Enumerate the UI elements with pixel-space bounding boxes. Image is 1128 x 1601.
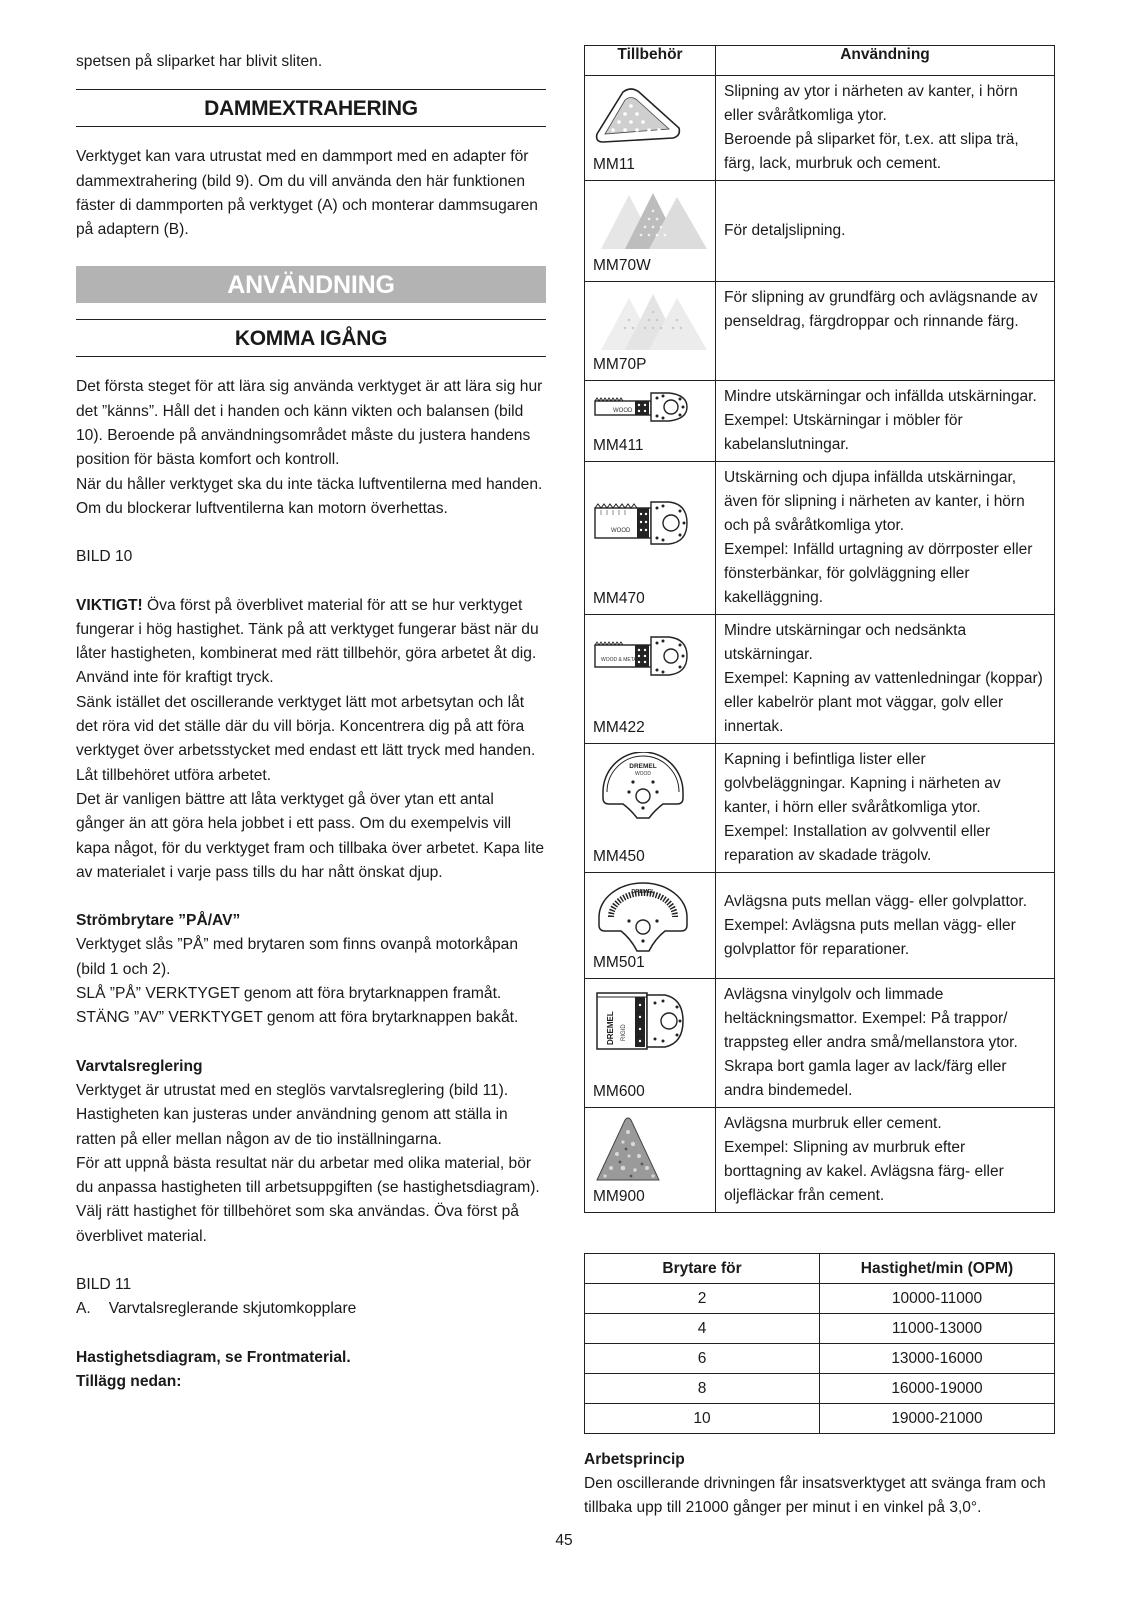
figure-ref-10: BILD 10 [76, 548, 133, 566]
use-line: Mindre utskärningar och nedsänkta utskärningar. [724, 622, 967, 663]
chart-reference: Hastighetsdiagram, se Frontmaterial. [76, 1348, 351, 1366]
important-paragraph [76, 594, 546, 691]
setting-cell: 8 [585, 1374, 820, 1404]
brand-label: DREMEL [606, 1011, 615, 1045]
start-paragraph: Det första steget för att lära sig använda verktyget är att lära sig hur det ”känns”. Håll det i handen och känn vikten och balansen (bild 10). Beroende på användningsområdet måste du justera handens position för bästa komfort och kontroll. [76, 378, 543, 469]
accessory-cell [585, 462, 716, 615]
accessory-cell [585, 76, 716, 181]
switch-paragraph-3: STÄNG ”AV” VERKTYGET genom att föra brytarknappen bakåt. [76, 1009, 519, 1027]
wide-wood-blade-icon [593, 470, 693, 590]
table-row [585, 1314, 1055, 1344]
accessories-table [584, 45, 1055, 1213]
table-row [585, 615, 1055, 744]
use-cell [716, 873, 1055, 979]
carbide-rasp-icon [593, 1116, 663, 1186]
blade-label: WOOD [611, 528, 631, 534]
addition-note: Tillägg nedan: [76, 1372, 182, 1390]
use-cell [716, 76, 1055, 181]
accessory-cell [585, 381, 716, 462]
plunge-wood-blade-icon [593, 389, 693, 425]
table-row [585, 873, 1055, 979]
speed-cell: 10000-11000 [820, 1284, 1055, 1314]
triangle-sanding-pad-icon [593, 84, 683, 146]
use-line: Exempel: Kapning av vattenledningar (koppar) eller kabelrör plant mot väggar, golv eller innertak. [724, 670, 1043, 735]
use-line: Avlägsna vinylgolv och limmade heltäckningsmattor. Exempel: På trappor/ trappsteg eller andra små/mellanstora ytor. Skrapa bort gamla lager av lack/färg eller andra bindemedel. [724, 986, 1018, 1099]
setting-cell: 4 [585, 1314, 820, 1344]
start-heading: KOMMA IGÅNG [234, 327, 388, 351]
use-column-header: Användning [716, 46, 1055, 76]
accessory-cell [585, 873, 716, 979]
switch-paragraph-2: SLÅ ”PÅ” VERKTYGET genom att föra brytarknappen framåt. [76, 985, 502, 1003]
speed-cell: 11000-13000 [820, 1314, 1055, 1344]
accessory-column-header: Tillbehör [585, 46, 716, 76]
divider [76, 319, 546, 320]
table-row [585, 181, 1055, 282]
use-line: Mindre utskärningar och infällda utskärningar. [724, 388, 1037, 405]
speed-table [584, 1253, 1055, 1434]
grout-removal-blade-icon [593, 881, 693, 955]
use-cell [716, 744, 1055, 873]
passes-paragraph: Det är vanligen bättre att låta verktyget gå över ytan ett antal gånger än att göra hela jobbet i ett pass. Om du exempelvis vill kapa något, för du verktyget fram och tillbaka över arbetet. Kapa lite av materialet i varje pass tills du har nått önskat djup. [76, 790, 545, 881]
speed-header-row [585, 1254, 1055, 1284]
legend-letter: A. [76, 1300, 91, 1318]
table-row [585, 979, 1055, 1108]
divider [76, 89, 546, 90]
blade-label: RIGID [621, 1024, 627, 1041]
accessory-cell [585, 1108, 716, 1213]
table-row [585, 381, 1055, 462]
accessory-code: MM600 [593, 1083, 645, 1100]
use-line: Beroende på sliparket för, t.ex. att slipa trä, färg, lack, murbruk och cement. [724, 131, 1019, 172]
setting-cell: 2 [585, 1284, 820, 1314]
use-line: Exempel: Slipning av murbruk efter borttagning av kakel. Avlägsna färg- eller oljefläckar från cement. [724, 1139, 1004, 1204]
table-row [585, 744, 1055, 873]
page-number: 45 [555, 1532, 573, 1549]
switch-paragraph-1: Verktyget slås ”PÅ” med brytaren som finns ovanpå motorkåpan (bild 1 och 2). [76, 936, 519, 978]
speed-cell: 19000-21000 [820, 1404, 1055, 1434]
brand-label: DREMEL [629, 763, 657, 770]
table-row [585, 76, 1055, 181]
intro-line: spetsen på sliparket har blivit sliten. [76, 53, 323, 70]
speed-paragraph-2: För att uppnå bästa resultat när du arbetar med olika material, bör du anpassa hastigheten till arbetsuppgiften (se hastighetsdiagram). Välj rätt hastighet för tillbehöret som ska användas. Öva först på överblivet material. [76, 1154, 540, 1245]
brand-label: DREMEL [631, 889, 655, 895]
setting-column-header: Brytare för [585, 1254, 820, 1284]
vents-paragraph: När du håller verktyget ska du inte täcka luftventilerna med handen. Om du blockerar luftventilerna kan motorn överhettas. [76, 475, 543, 517]
use-cell [716, 615, 1055, 744]
paint-sandpaper-sheets-icon [593, 290, 713, 354]
accessory-code: MM422 [593, 719, 645, 736]
dust-text: Verktyget kan vara utrustat med en dammport med en adapter för dammextrahering (bild 9). Om du vill använda den här funktionen fäster di dammporten på verktyget (A) och monterar dammsugaren på adaptern (B). [76, 148, 538, 239]
dust-heading: DAMMEXTRAHERING [204, 97, 418, 121]
detail-sandpaper-sheets-icon [593, 189, 713, 253]
wood-metal-blade-icon [593, 623, 693, 693]
use-line: Utskärning och djupa infällda utskärningar, även för slipning i närheten av kanter, i hörn och på svåråtkomliga ytor. [724, 469, 1025, 534]
use-cell [716, 282, 1055, 381]
accessory-code: MM411 [593, 437, 644, 454]
use-cell [716, 381, 1055, 462]
speed-cell: 16000-19000 [820, 1374, 1055, 1404]
use-line: För slipning av grundfärg och avlägsnande av penseldrag, färgdroppar och rinnande färg. [724, 289, 1038, 330]
accessory-cell [585, 744, 716, 873]
important-text: Öva först på överblivet material för att se hur verktyget fungerar i hög hastighet. Tänk på att verktyget fungerar bäst när du låter hastigheten, kombinerat med rätt tillbehör, göra arbetet åt dig. Använd inte för kraftigt tryck. [76, 596, 539, 687]
use-line: För detaljslipning. [724, 222, 846, 239]
use-line: Exempel: Infälld urtagning av dörrposter eller fönsterbänkar, för golvläggning eller kakelläggning. [724, 541, 1033, 606]
use-cell [716, 1108, 1055, 1213]
blade-label: WOOD [634, 771, 652, 777]
use-line: Avlägsna puts mellan vägg- eller golvplattor. [724, 892, 1027, 910]
speed-cell: 13000-16000 [820, 1344, 1055, 1374]
table-row [585, 1284, 1055, 1314]
principle-heading: Arbetsprincip [584, 1451, 685, 1468]
table-row [585, 1374, 1055, 1404]
switch-heading: Strömbrytare ”PÅ/AV” [76, 912, 241, 930]
accessory-code: MM501 [593, 954, 645, 971]
accessory-cell [585, 615, 716, 744]
table-row [585, 1344, 1055, 1374]
speed-paragraph-1: Verktyget är utrustat med en steglös varvtalsreglering (bild 11). Hastigheten kan justeras under användning genom att ställa in ratten på eller mellan någon av de tio inställningarna. [76, 1081, 509, 1148]
accessory-code: MM70P [593, 356, 647, 373]
section-banner: ANVÄNDNING [76, 266, 546, 303]
use-line: Slipning av ytor i närheten av kanter, i hörn eller svåråtkomliga ytor. [724, 83, 1018, 124]
accessory-code: MM470 [593, 590, 645, 607]
use-line: Kapning i befintliga lister eller golvbeläggningar. Kapning i närheten av kanter, i hörn eller svåråtkomliga ytor. [724, 751, 1001, 816]
use-line: Avlägsna murbruk eller cement. [724, 1115, 942, 1132]
accessory-code: MM450 [593, 848, 645, 865]
table-row [585, 282, 1055, 381]
important-label: VIKTIGT! [76, 596, 143, 614]
accessory-code: MM900 [593, 1188, 645, 1205]
accessory-cell [585, 181, 716, 282]
accessory-code: MM70W [593, 257, 651, 274]
use-line: Exempel: Utskärningar i möbler för kabelanslutningar. [724, 412, 963, 453]
segment-wood-blade-icon [593, 752, 693, 832]
use-cell [716, 979, 1055, 1108]
speed-heading: Varvtalsreglering [76, 1057, 203, 1075]
accessory-cell [585, 282, 716, 381]
use-line: Exempel: Avlägsna puts mellan vägg- eller golvplattor för reparationer. [724, 916, 1016, 958]
blade-label: WOOD & METAL [601, 657, 640, 663]
left-column [76, 50, 546, 1394]
working-principle [584, 1448, 1055, 1520]
use-cell [716, 462, 1055, 615]
table-row [585, 462, 1055, 615]
accessories-header-row [585, 46, 1055, 76]
rigid-scraper-blade-icon [593, 987, 693, 1053]
principle-text: Den oscillerande drivningen får insatsverktyget att svänga fram och tillbaka upp till 21000 gånger per minut i en vinkel på 3,0°. [584, 1475, 1046, 1516]
legend-text: Varvtalsreglerande skjutomkopplare [108, 1300, 357, 1318]
speed-column-header: Hastighet/min (OPM) [820, 1254, 1055, 1284]
figure-11-legend [76, 1297, 546, 1321]
right-column [584, 45, 1055, 1520]
setting-cell: 6 [585, 1344, 820, 1374]
use-line: Exempel: Installation av golvventil eller reparation av skadade trägolv. [724, 823, 991, 864]
blade-label: WOOD [613, 408, 633, 414]
dust-section-header [76, 89, 546, 127]
use-cell [716, 181, 1055, 282]
accessory-cell [585, 979, 716, 1108]
figure-ref-11: BILD 11 [76, 1275, 132, 1293]
lowering-paragraph: Sänk istället det oscillerande verktyget lätt mot arbetsytan och låt det röra vid det ställe där du vill börja. Koncentrera dig på att föra verktyget över arbetsstycket med endast ett lätt tryck med handen. Låt tillbehöret utföra arbetet. [76, 693, 536, 784]
accessory-code: MM11 [593, 156, 635, 173]
setting-cell: 10 [585, 1404, 820, 1434]
table-row [585, 1108, 1055, 1213]
table-row [585, 1404, 1055, 1434]
start-section-header [76, 319, 546, 357]
